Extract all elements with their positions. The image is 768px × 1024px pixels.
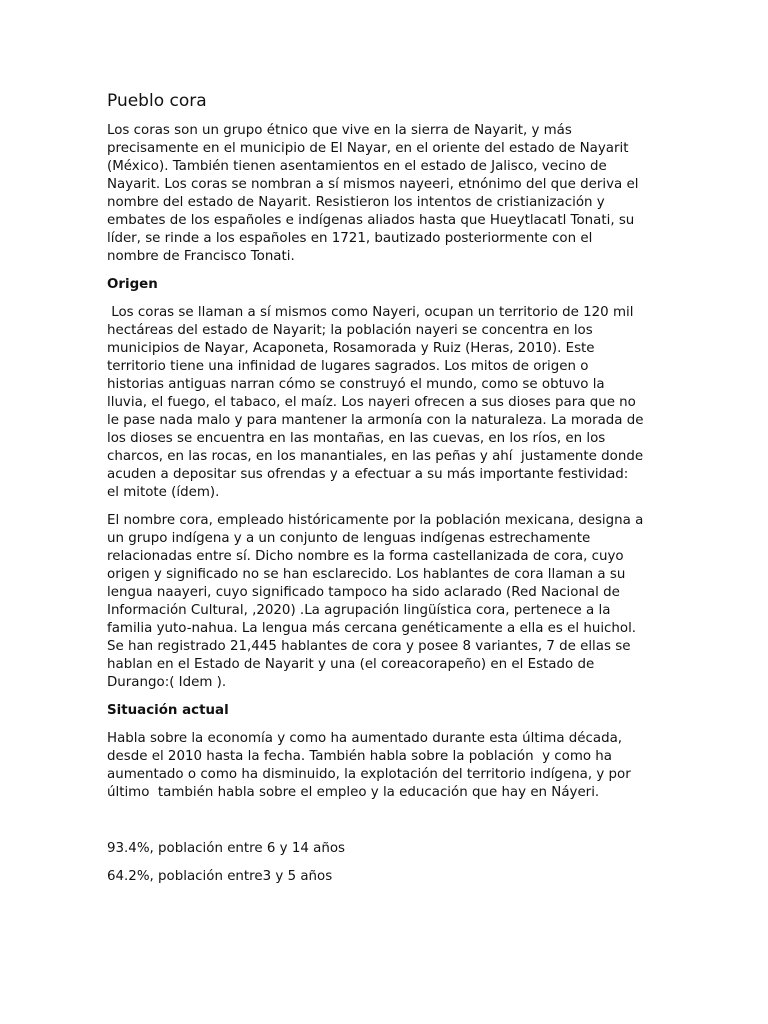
text-line: El nombre cora, empleado históricamente por la población mexicana, designa a	[107, 513, 644, 528]
text-line: aumentado o como ha disminuido, la explotación del territorio indígena, y por	[107, 767, 631, 782]
intro-paragraph	[107, 122, 663, 266]
text-line: relacionadas entre sí. Dicho nombre es la forma castellanizada de cora, cuyo	[107, 549, 624, 564]
text-line: familia yuto-nahua. La lengua más cercana genéticamente a ella es el huichol.	[107, 621, 637, 636]
text-line: líder, se rinde a los españoles en 1721, bautizado posteriormente con el	[107, 231, 593, 246]
text-line: Información Cultural, ,2020) .La agrupación lingüística cora, pertenece a la	[107, 603, 611, 618]
text-line: origen y significado no se han esclarecido. Los hablantes de cora llaman a su	[107, 567, 626, 582]
text-line: hablan en el Estado de Nayarit y una (el coreacorapeño) en el Estado de	[107, 657, 595, 672]
text-line: Nayarit. Los coras se nombran a sí mismos nayeeri, etnónimo del que deriva el	[107, 177, 639, 192]
text-line: los dioses se encuentra en las montañas, en las cuevas, en los ríos, en los	[107, 431, 606, 446]
text-line: Los coras se llaman a sí mismos como Nayeri, ocupan un territorio de 120 mil	[107, 305, 634, 320]
blank-space	[107, 812, 663, 840]
text-line: desde el 2010 hasta la fecha. También habla sobre la población y como ha	[107, 749, 613, 764]
origen-paragraph	[107, 304, 663, 502]
section-heading-situacion: Situación actual	[107, 703, 229, 718]
text-line: Habla sobre la economía y como ha aumentado durante esta última década,	[107, 731, 623, 746]
section-heading-origen: Origen	[107, 277, 158, 292]
text-line: nombre de Francisco Tonati.	[107, 249, 295, 264]
text-line: Se han registrado 21,445 hablantes de cora y posee 8 variantes, 7 de ellas se	[107, 639, 631, 654]
text-line: embates de los españoles e indígenas aliados hasta que Hueytlacatl Tonati, su	[107, 213, 635, 228]
text-line: (México). También tienen asentamientos en el estado de Jalisco, vecino de	[107, 159, 607, 174]
text-line: lengua naayeri, cuyo significado tampoco ha sido aclarado (Red Nacional de	[107, 585, 620, 600]
text-line: le pase nada malo y para mantener la armonía con la naturaleza. La morada de	[107, 413, 644, 428]
text-line: último también habla sobre el empleo y la educación que hay en Náyeri.	[107, 785, 600, 800]
text-line: Los coras son un grupo étnico que vive en la sierra de Nayarit, y más	[107, 123, 572, 138]
nombre-paragraph	[107, 512, 663, 692]
text-line: nombre del estado de Nayarit. Resistieron los intentos de cristianización y	[107, 195, 605, 210]
text-line: Durango:( Idem ).	[107, 675, 227, 690]
text-line: lluvia, el fuego, el tabaco, el maíz. Los nayeri ofrecen a sus dioses para que no	[107, 395, 636, 410]
stat-line-1: 93.4%, población entre 6 y 14 años	[107, 841, 345, 856]
document-page	[107, 90, 663, 896]
document-title: Pueblo cora	[107, 91, 207, 111]
text-line: precisamente en el municipio de El Nayar, en el oriente del estado de Nayarit	[107, 141, 629, 156]
text-line: acuden a depositar sus ofrendas y a efectuar a su más importante festividad:	[107, 467, 629, 482]
text-line: un grupo indígena y a un conjunto de lenguas indígenas estrechamente	[107, 531, 591, 546]
text-line: hectáreas del estado de Nayarit; la población nayeri se concentra en los	[107, 323, 593, 338]
stat-line-2: 64.2%, población entre3 y 5 años	[107, 869, 333, 884]
situacion-paragraph	[107, 730, 663, 802]
text-line: el mitote (ídem).	[107, 485, 220, 500]
text-line: municipios de Nayar, Acaponeta, Rosamorada y Ruiz (Heras, 2010). Este	[107, 341, 595, 356]
text-line: territorio tiene una infinidad de lugares sagrados. Los mitos de origen o	[107, 359, 589, 374]
text-line: charcos, en las rocas, en los manantiales, en las peñas y ahí justamente donde	[107, 449, 644, 464]
text-line: historias antiguas narran cómo se construyó el mundo, como se obtuvo la	[107, 377, 605, 392]
